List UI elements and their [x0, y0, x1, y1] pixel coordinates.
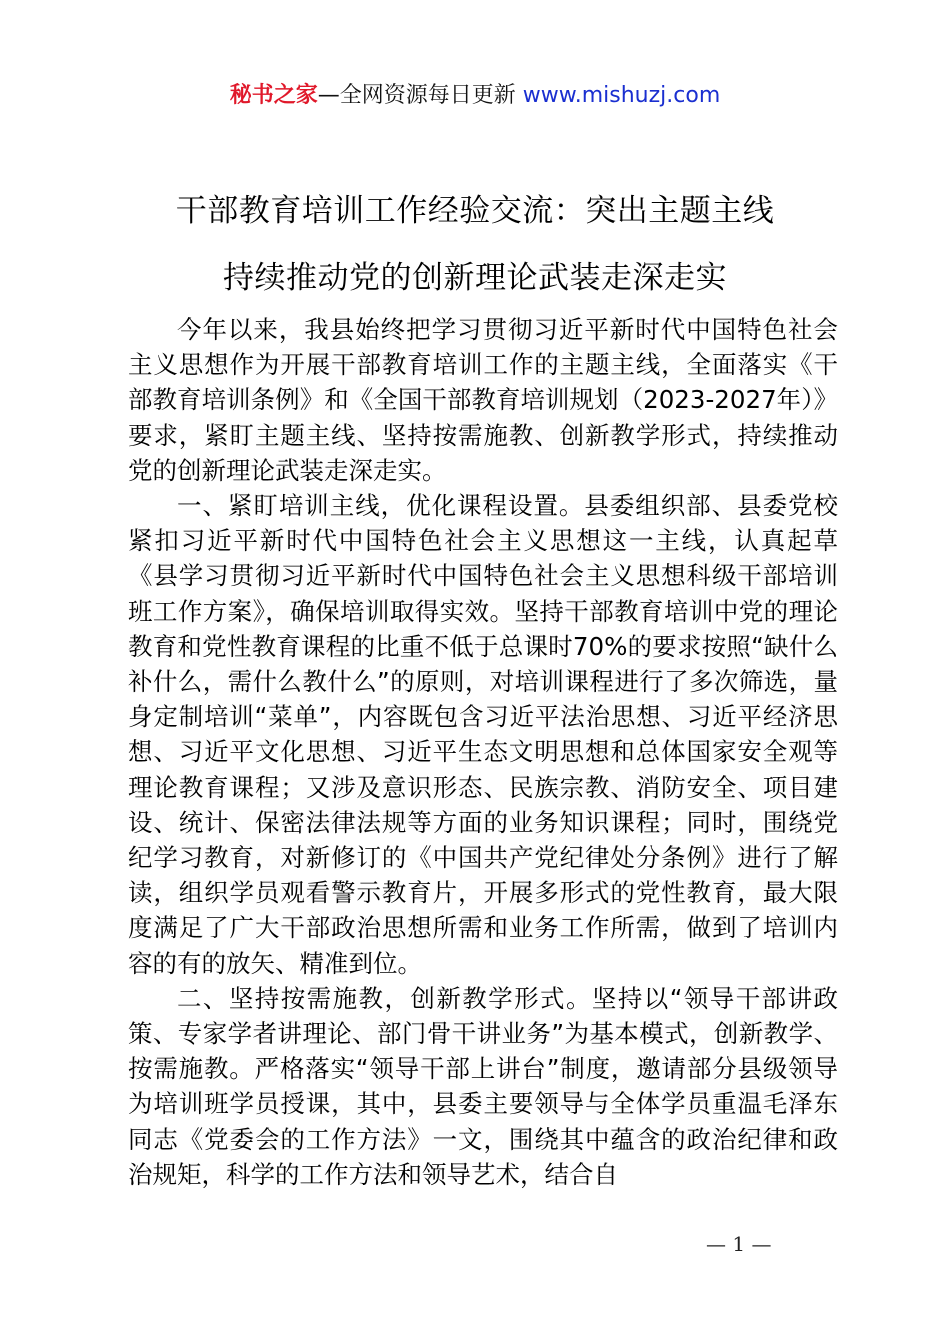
header-tagline: —全网资源每日更新 — [317, 83, 523, 108]
paragraph-text: 坚持以“领导干部讲政策、专家学者讲理论、部门骨干讲业务”为基本模式，创新教学、按需施教。严格落实“领导干部上讲台”制度，邀请部分县级领导为培训班学员授课，其中，县委主要领导与全体学员重温毛泽东同志《党委会的工作方法》一文，围绕其中蕴含的政治纪律和政治规矩，科学的工作方法和领导艺术，结合自 — [128, 983, 839, 1189]
paragraph-text: 县委组织部、县委党校紧扣习近平新时代中国特色社会主义思想这一主线，认真起草《县学习贯彻习近平新时代中国特色社会主义思想科级干部培训班工作方案》，确保培训取得实效。坚持干部教育培训中党的理论教育和党性教育课程的比重不低于总课时70%的要求按照“缺什么补什么，需什么教什么”的原则，对培训课程进行了多次筛选，量身定制培训“菜单”，内容既包含习近平法治思想、习近平经济思想、习近平文化思想、习近平生态文明思想和总体国家安全观等理论教育课程；又涉及意识形态、民族宗教、消防安全、项目建设、统计、保密法律法规等方面的业务知识课程；同时，围绕党纪学习教育，对新修订的《中国共产党纪律处分条例》进行了解读，组织学员观看警示教育片，开展多形式的党性教育，最大限度满足了广大干部政治思想所需和业务工作所需，做到了培训内容的有的放矢、精准到位。 — [128, 491, 838, 978]
document-body — [128, 312, 838, 1192]
section-heading: 二、坚持按需施教，创新教学形式。 — [177, 983, 592, 1013]
site-url-link[interactable]: www.mishuzj.com — [522, 83, 721, 108]
page-number: — 1 — — [706, 1232, 772, 1256]
body-paragraph — [128, 981, 838, 1192]
document-title-line-1: 干部教育培训工作经验交流：突出主题主线 — [175, 193, 775, 229]
section-heading: 一、紧盯培训主线，优化课程设置。 — [177, 491, 585, 521]
paragraph-text: 今年以来，我县始终把学习贯彻习近平新时代中国特色社会主义思想作为开展干部教育培训工作的主题主线，全面落实《干部教育培训条例》和《全国干部教育培训规划（2023-2027年）》要求，紧盯主题主线、坚持按需施教、创新教学形式，持续推动党的创新理论武装走深走实。 — [128, 315, 838, 485]
body-paragraph — [128, 312, 838, 488]
site-header — [0, 80, 950, 112]
document-title-line-2: 持续推动党的创新理论武装走深走实 — [223, 260, 727, 296]
brand-name: 秘书之家 — [229, 83, 318, 108]
body-paragraph — [128, 488, 838, 981]
